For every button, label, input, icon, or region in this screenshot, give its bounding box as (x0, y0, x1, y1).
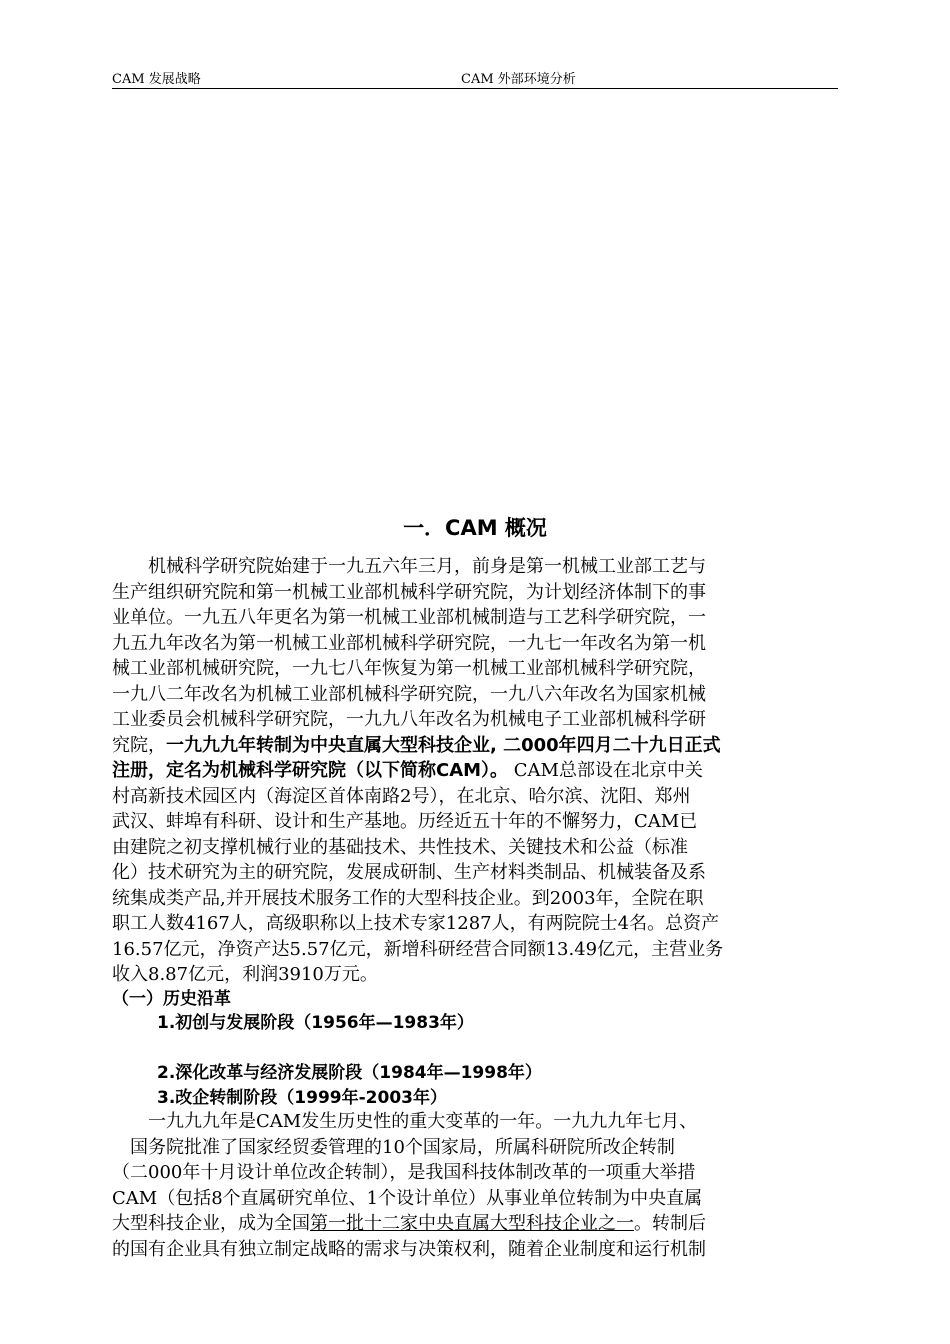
paragraph-line: CAM（包括8个直属研究单位、1个设计单位）从事业单位转制为中央直属 (112, 1188, 703, 1209)
header-left: CAM 发展战略 (112, 72, 201, 87)
paragraph-line: 化）技术研究为主的研究院，发展成研制、生产材料类制品、机械装备及系 (112, 862, 706, 883)
paragraph-line: 统集成类产品,并开展技术服务工作的大型科技企业。到2003年，全院在职 (112, 888, 704, 909)
bold-text: 注册，定名为机械科学研究院（以下简称CAM）。 (112, 760, 509, 781)
paragraph-line: 工业委员会机械科学研究院，一九九八年改名为机械电子工业部机械科学研 (112, 709, 706, 730)
normal-text: 究院， (112, 735, 166, 756)
paragraph-line (112, 1212, 706, 1236)
normal-text: 大型科技企业，成为全国 (112, 1213, 310, 1234)
header-center: CAM 外部环境分析 (461, 72, 576, 87)
paragraph-line: 收入8.87亿元，利润3910万元。 (112, 964, 378, 985)
bold-text: 一九九九年转制为中央直属大型科技企业, 二000年四月二十九日正式 (166, 735, 721, 756)
stage-1-heading: 1.初创与发展阶段（1956年—1983年） (157, 1013, 474, 1033)
paragraph-line: （二000年十月设计单位改企转制），是我国科技体制改革的一项重大举措 (112, 1162, 696, 1183)
paragraph-line: 业单位。一九五八年更名为第一机械工业部机械制造与工艺科学研究院，一 (112, 607, 706, 628)
paragraph-line: 职工人数4167人，高级职称以上技术专家1287人，有两院院士4名。总资产 (112, 913, 720, 934)
paragraph-line (112, 734, 721, 758)
paragraph-line: 九五九年改名为第一机械工业部机械科学研究院，一九七一年改名为第一机 (112, 633, 706, 654)
paragraph-line: 生产组织研究院和第一机械工业部机械科学研究院，为计划经济体制下的事 (112, 582, 706, 603)
paragraph-line: 的国有企业具有独立制定战略的需求与决策权利，随着企业制度和运行机制 (112, 1239, 706, 1260)
paragraph-line (112, 759, 703, 783)
paragraph-line: 机械科学研究院始建于一九五六年三月，前身是第一机械工业部工艺与 (112, 556, 706, 577)
stage-2-heading: 2.深化改革与经济发展阶段（1984年—1998年） (157, 1063, 542, 1083)
paragraph-line: 械工业部机械研究院，一九七八年恢复为第一机械工业部机械科学研究院， (112, 658, 706, 679)
paragraph-line: 村高新技术园区内（海淀区首体南路2号），在北京、哈尔滨、沈阳、郑州 (112, 786, 691, 807)
history-heading: （一）历史沿革 (112, 989, 231, 1009)
paragraph-line: 一九九九年是CAM发生历史性的重大变革的一年。一九九九年七月、 (112, 1111, 698, 1132)
page-header (112, 66, 838, 89)
normal-text: 。转制后 (634, 1213, 706, 1234)
paragraph-line: 16.57亿元，净资产达5.57亿元，新增科研经营合同额13.49亿元，主营业务 (112, 939, 724, 960)
underlined-text: 第一批十二家中央直属大型科技企业之一 (310, 1213, 634, 1234)
stage-3-heading: 3.改企转制阶段（1999年-2003年） (157, 1088, 447, 1108)
section-title: 一．CAM 概况 (403, 516, 547, 540)
normal-text: CAM总部设在北京中关 (508, 760, 703, 781)
paragraph-line: 国务院批准了国家经贸委管理的10个国家局，所属科研院所改企转制 (112, 1137, 675, 1158)
paragraph-line: 一九八二年改名为机械工业部机械科学研究院，一九八六年改名为国家机械 (112, 684, 706, 705)
paragraph-line: 由建院之初支撑机械行业的基础技术、共性技术、关键技术和公益（标准 (112, 837, 688, 858)
paragraph-line: 武汉、蚌埠有科研、设计和生产基地。历经近五十年的不懈努力，CAM已 (112, 811, 698, 832)
